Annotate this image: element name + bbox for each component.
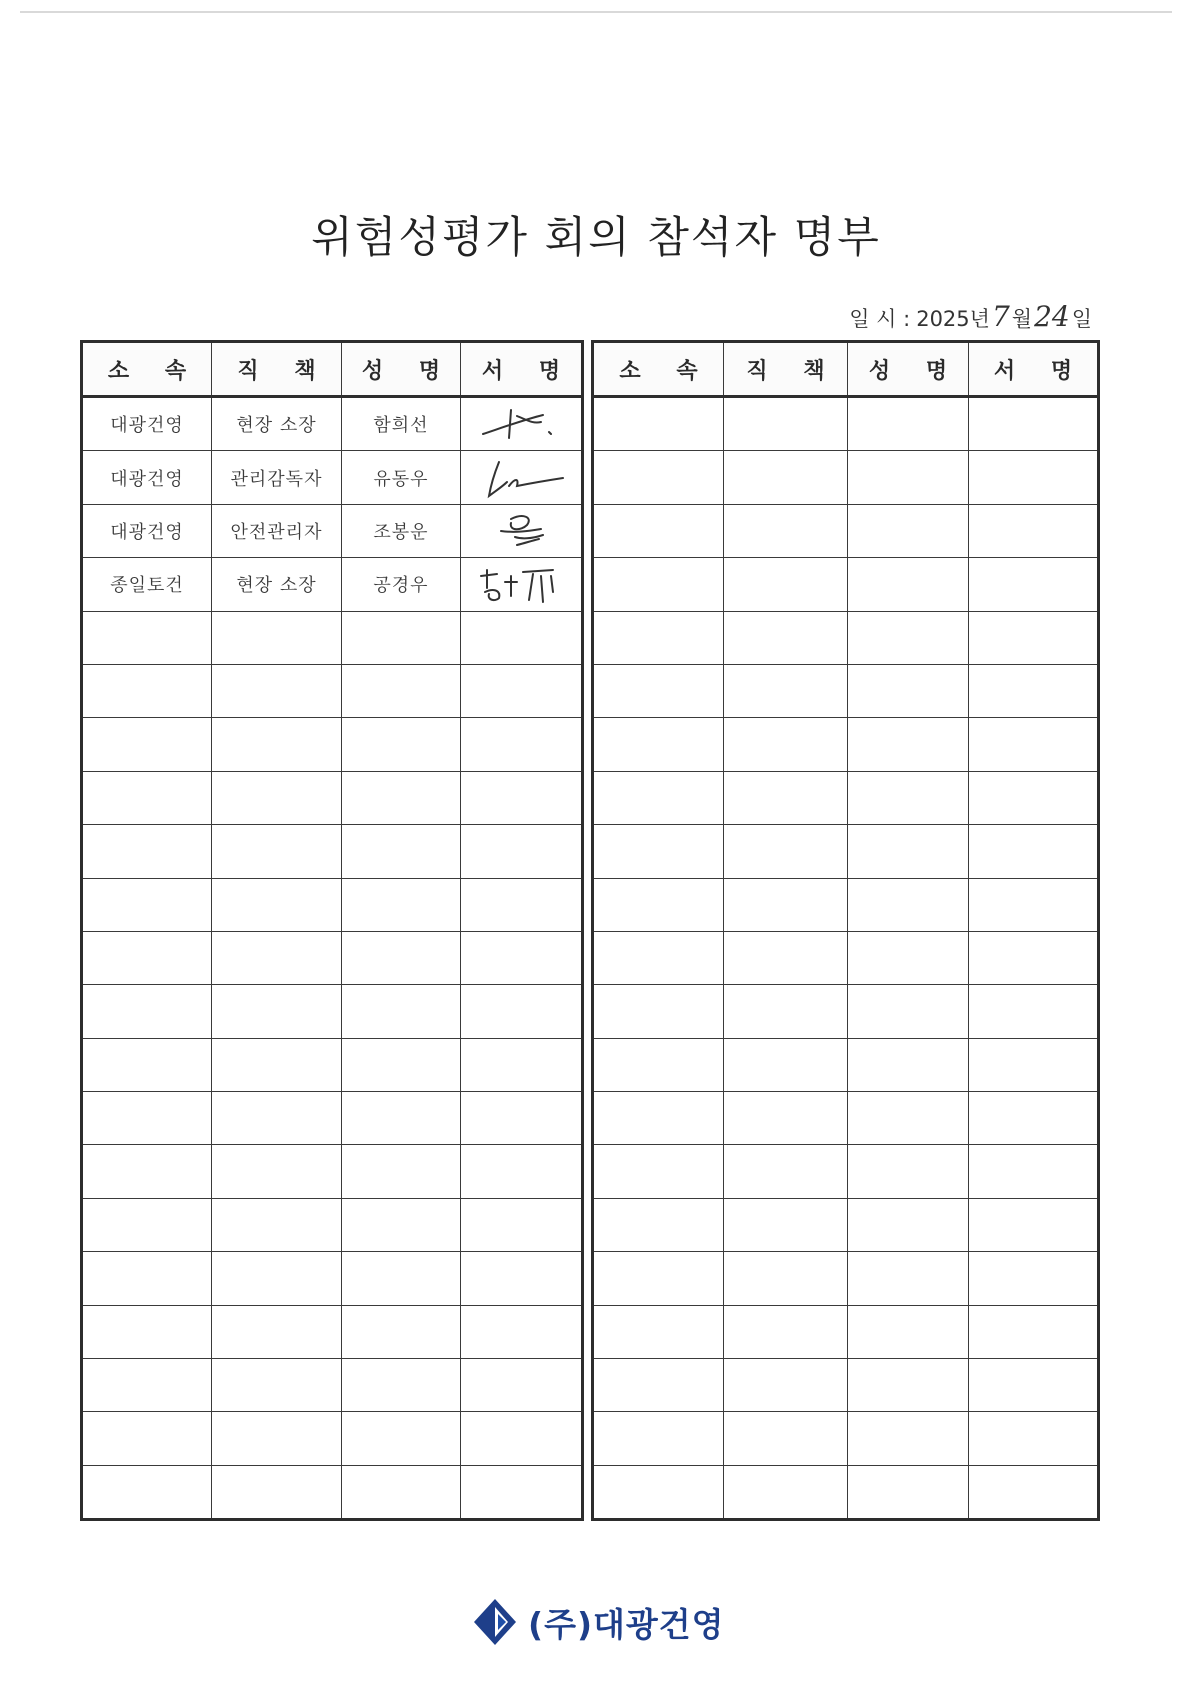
name-cell <box>848 1038 969 1091</box>
name-cell <box>342 1465 461 1519</box>
position-cell: 현장 소장 <box>212 397 342 451</box>
signature-cell <box>969 558 1099 611</box>
position-cell <box>212 771 342 824</box>
signature-cell <box>461 504 583 557</box>
org-cell <box>593 985 724 1038</box>
date-label: 일 시 : <box>849 307 911 331</box>
position-cell <box>724 1092 848 1145</box>
signature-cell <box>969 1412 1099 1465</box>
name-cell <box>848 1305 969 1358</box>
org-cell <box>593 1092 724 1145</box>
table-row <box>82 718 583 771</box>
name-cell <box>848 451 969 504</box>
name-cell <box>342 985 461 1038</box>
signature-cell <box>969 664 1099 717</box>
table-row <box>593 558 1099 611</box>
table-row <box>593 1465 1099 1519</box>
table-row <box>593 1145 1099 1198</box>
position-cell: 안전관리자 <box>212 504 342 557</box>
position-cell <box>212 1092 342 1145</box>
position-cell <box>212 718 342 771</box>
position-cell <box>724 664 848 717</box>
org-cell <box>593 931 724 984</box>
name-cell <box>848 878 969 931</box>
signature-cell <box>461 771 583 824</box>
org-cell <box>593 397 724 451</box>
signature-icon <box>471 509 571 553</box>
name-cell <box>342 931 461 984</box>
name-cell <box>848 771 969 824</box>
name-cell <box>342 1038 461 1091</box>
signature-cell <box>461 558 583 611</box>
diamond-logo-icon <box>472 1597 518 1647</box>
position-cell <box>212 664 342 717</box>
signature-icon <box>471 562 571 606</box>
position-cell <box>212 825 342 878</box>
position-cell <box>724 1198 848 1251</box>
table-row <box>82 664 583 717</box>
table-row <box>82 1198 583 1251</box>
signature-cell <box>461 718 583 771</box>
signature-cell <box>461 985 583 1038</box>
name-cell <box>342 611 461 664</box>
position-cell <box>724 1359 848 1412</box>
name-cell <box>848 664 969 717</box>
org-cell <box>593 1252 724 1305</box>
org-cell <box>82 771 212 824</box>
position-cell <box>724 611 848 664</box>
date-year: 2025년 <box>916 307 990 331</box>
name-cell <box>342 1252 461 1305</box>
table-row <box>82 611 583 664</box>
position-cell <box>724 825 848 878</box>
name-cell <box>342 1198 461 1251</box>
name-cell <box>848 1465 969 1519</box>
table-row <box>593 1359 1099 1412</box>
signature-cell <box>969 1359 1099 1412</box>
table-row <box>593 718 1099 771</box>
name-cell: 공경우 <box>342 558 461 611</box>
name-cell <box>342 1305 461 1358</box>
name-cell <box>848 985 969 1038</box>
signature-cell <box>461 1359 583 1412</box>
signature-cell <box>461 1465 583 1519</box>
position-cell <box>212 1465 342 1519</box>
table-row <box>82 1145 583 1198</box>
name-cell <box>848 611 969 664</box>
position-cell <box>212 1412 342 1465</box>
position-cell <box>212 985 342 1038</box>
name-cell <box>342 1092 461 1145</box>
table-row <box>82 985 583 1038</box>
table-row <box>82 825 583 878</box>
position-cell <box>724 1465 848 1519</box>
org-cell <box>593 825 724 878</box>
signature-cell <box>969 1092 1099 1145</box>
date-month-unit: 월 <box>1011 307 1033 331</box>
table-row <box>593 1092 1099 1145</box>
signature-cell <box>969 771 1099 824</box>
position-cell <box>724 1252 848 1305</box>
signature-cell <box>969 931 1099 984</box>
signature-cell <box>461 931 583 984</box>
position-cell <box>724 451 848 504</box>
org-cell: 종일토건 <box>82 558 212 611</box>
org-cell <box>593 1412 724 1465</box>
org-cell <box>82 1305 212 1358</box>
name-cell <box>342 718 461 771</box>
org-cell <box>593 1145 724 1198</box>
signature-cell <box>461 1305 583 1358</box>
signature-cell <box>461 451 583 504</box>
top-scan-rule <box>20 11 1172 13</box>
org-cell <box>82 1359 212 1412</box>
header-signature: 서 명 <box>461 342 583 397</box>
name-cell <box>848 397 969 451</box>
table-row <box>82 1465 583 1519</box>
date-line <box>849 300 1092 333</box>
position-cell <box>212 1038 342 1091</box>
name-cell <box>848 558 969 611</box>
name-cell <box>342 825 461 878</box>
page-title: 위험성평가 회의 참석자 명부 <box>311 213 881 263</box>
position-cell <box>212 878 342 931</box>
name-cell <box>848 1145 969 1198</box>
signature-cell <box>969 1305 1099 1358</box>
table-row <box>82 1092 583 1145</box>
signature-cell <box>461 397 583 451</box>
signature-cell <box>969 825 1099 878</box>
name-cell <box>848 1359 969 1412</box>
position-cell <box>724 397 848 451</box>
company-name: (주)대광건영 <box>528 1604 725 1644</box>
name-cell <box>342 771 461 824</box>
name-cell <box>342 878 461 931</box>
table-row <box>82 931 583 984</box>
org-cell <box>593 451 724 504</box>
org-cell <box>593 1305 724 1358</box>
table-row <box>593 985 1099 1038</box>
signature-cell <box>461 1198 583 1251</box>
org-cell <box>593 1359 724 1412</box>
name-cell <box>848 931 969 984</box>
table-row <box>82 1412 583 1465</box>
position-cell <box>724 1412 848 1465</box>
table-row <box>593 771 1099 824</box>
name-cell: 함희선 <box>342 397 461 451</box>
org-cell <box>82 718 212 771</box>
org-cell <box>82 1412 212 1465</box>
signature-cell <box>969 985 1099 1038</box>
signature-cell <box>969 1465 1099 1519</box>
table-row <box>82 1305 583 1358</box>
position-cell <box>724 931 848 984</box>
org-cell <box>82 1465 212 1519</box>
table-row <box>82 1038 583 1091</box>
signature-cell <box>461 1145 583 1198</box>
table-row <box>82 771 583 824</box>
name-cell <box>848 1092 969 1145</box>
signature-cell <box>461 1252 583 1305</box>
table-row <box>82 397 583 451</box>
table-row <box>593 1252 1099 1305</box>
table-row <box>593 1198 1099 1251</box>
name-cell <box>848 718 969 771</box>
header-position: 직 책 <box>724 342 848 397</box>
org-cell <box>593 878 724 931</box>
signature-icon <box>471 402 571 446</box>
signature-cell <box>461 611 583 664</box>
org-cell <box>82 1145 212 1198</box>
table-row <box>593 451 1099 504</box>
table-row <box>593 1038 1099 1091</box>
position-cell <box>724 504 848 557</box>
org-cell <box>82 664 212 717</box>
header-position: 직 책 <box>212 342 342 397</box>
table-row <box>593 397 1099 451</box>
position-cell <box>724 1305 848 1358</box>
table-row <box>82 878 583 931</box>
table-header-row <box>593 342 1099 397</box>
org-cell: 대광건영 <box>82 504 212 557</box>
org-cell <box>82 825 212 878</box>
table-row <box>593 664 1099 717</box>
position-cell <box>724 558 848 611</box>
table-header-row <box>82 342 583 397</box>
name-cell: 조봉운 <box>342 504 461 557</box>
date-day-unit: 일 <box>1071 307 1092 331</box>
org-cell <box>593 1038 724 1091</box>
name-cell <box>848 1198 969 1251</box>
org-cell <box>593 1198 724 1251</box>
signature-cell <box>969 1198 1099 1251</box>
position-cell <box>724 985 848 1038</box>
org-cell <box>82 1252 212 1305</box>
table-row <box>82 558 583 611</box>
header-name: 성 명 <box>342 342 461 397</box>
name-cell: 유동우 <box>342 451 461 504</box>
name-cell <box>342 664 461 717</box>
position-cell <box>212 611 342 664</box>
signature-cell <box>461 1038 583 1091</box>
signature-cell <box>969 1038 1099 1091</box>
org-cell <box>82 878 212 931</box>
position-cell <box>724 1038 848 1091</box>
position-cell <box>212 1198 342 1251</box>
signature-cell <box>969 397 1099 451</box>
org-cell <box>593 558 724 611</box>
table-row <box>593 611 1099 664</box>
org-cell <box>82 611 212 664</box>
position-cell <box>724 1145 848 1198</box>
header-org: 소 속 <box>82 342 212 397</box>
table-row <box>82 1359 583 1412</box>
org-cell <box>82 1092 212 1145</box>
name-cell <box>848 1412 969 1465</box>
company-logo <box>472 1597 725 1647</box>
org-cell <box>593 664 724 717</box>
name-cell <box>342 1145 461 1198</box>
org-cell <box>593 611 724 664</box>
position-cell <box>724 718 848 771</box>
header-signature: 서 명 <box>969 342 1099 397</box>
org-cell <box>82 1038 212 1091</box>
signature-cell <box>969 878 1099 931</box>
position-cell <box>212 1145 342 1198</box>
signature-cell <box>969 1145 1099 1198</box>
header-name: 성 명 <box>848 342 969 397</box>
attendee-table-left <box>80 340 584 1521</box>
table-row <box>593 1305 1099 1358</box>
org-cell: 대광건영 <box>82 451 212 504</box>
date-month-handwritten: 7 <box>991 300 1010 333</box>
table-row <box>593 825 1099 878</box>
org-cell <box>82 1198 212 1251</box>
position-cell <box>212 1252 342 1305</box>
name-cell <box>342 1412 461 1465</box>
position-cell <box>212 931 342 984</box>
signature-cell <box>969 718 1099 771</box>
table-row <box>593 878 1099 931</box>
signature-cell <box>969 1252 1099 1305</box>
signature-cell <box>461 664 583 717</box>
table-row <box>593 504 1099 557</box>
table-row <box>82 504 583 557</box>
table-row <box>82 1252 583 1305</box>
name-cell <box>848 504 969 557</box>
position-cell <box>212 1359 342 1412</box>
position-cell: 관리감독자 <box>212 451 342 504</box>
table-row <box>593 931 1099 984</box>
position-cell <box>212 1305 342 1358</box>
attendee-table-right <box>591 340 1100 1521</box>
signature-cell <box>461 825 583 878</box>
header-org: 소 속 <box>593 342 724 397</box>
position-cell <box>724 878 848 931</box>
position-cell: 현장 소장 <box>212 558 342 611</box>
name-cell <box>848 1252 969 1305</box>
org-cell <box>593 1465 724 1519</box>
signature-cell <box>461 878 583 931</box>
org-cell <box>82 985 212 1038</box>
org-cell: 대광건영 <box>82 397 212 451</box>
signature-cell <box>461 1092 583 1145</box>
name-cell <box>848 825 969 878</box>
table-row <box>82 451 583 504</box>
date-day-handwritten: 24 <box>1034 300 1070 333</box>
signature-cell <box>969 451 1099 504</box>
org-cell <box>593 718 724 771</box>
org-cell <box>82 931 212 984</box>
org-cell <box>593 771 724 824</box>
signature-cell <box>969 611 1099 664</box>
signature-icon <box>471 456 571 500</box>
org-cell <box>593 504 724 557</box>
signature-cell <box>969 504 1099 557</box>
signature-cell <box>461 1412 583 1465</box>
position-cell <box>724 771 848 824</box>
table-row <box>593 1412 1099 1465</box>
name-cell <box>342 1359 461 1412</box>
